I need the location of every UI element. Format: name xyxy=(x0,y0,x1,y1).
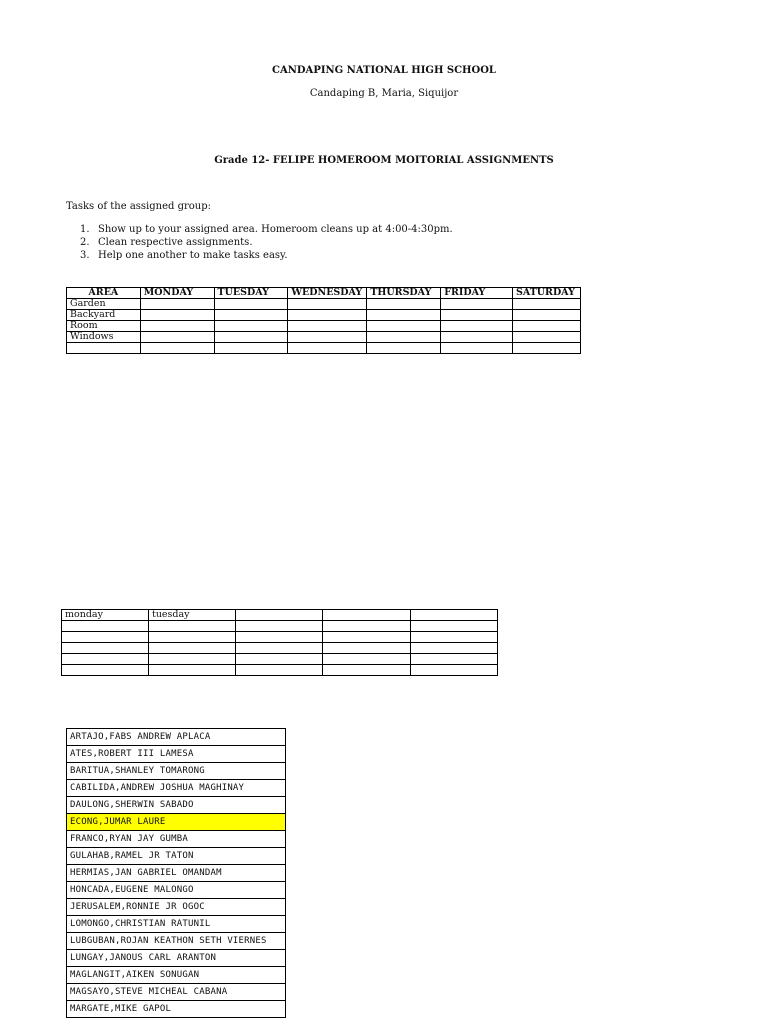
student-name: MARGATE,MIKE GAPOL xyxy=(67,1001,286,1018)
student-name: MAGLANGIT,AIKEN SONUGAN xyxy=(67,967,286,984)
day-header xyxy=(411,610,498,621)
table-row xyxy=(67,299,581,310)
table-row xyxy=(67,746,286,763)
table-row xyxy=(67,321,581,332)
student-name: BARITUA,SHANLEY TOMARONG xyxy=(67,763,286,780)
document-title: Grade 12- FELIPE HOMEROOM MOITORIAL ASSIGNMENTS xyxy=(214,155,554,166)
day-header: tuesday xyxy=(149,610,236,621)
student-name: LOMONGO,CHRISTIAN RATUNIL xyxy=(67,916,286,933)
student-name: LUBGUBAN,ROJAN KEATHON SETH VIERNES xyxy=(67,933,286,950)
area-cell: Windows xyxy=(67,332,141,343)
table-row xyxy=(67,1001,286,1018)
table-row xyxy=(67,729,286,746)
tasks-intro: Tasks of the assigned group: xyxy=(66,201,211,212)
area-cell xyxy=(67,343,141,354)
header-saturday: SATURDAY xyxy=(512,288,580,299)
table-row xyxy=(67,933,286,950)
header-area: AREA xyxy=(67,288,141,299)
day-header xyxy=(236,610,323,621)
day-header: monday xyxy=(62,610,149,621)
table-row xyxy=(62,643,498,654)
student-name: ATES,ROBERT III LAMESA xyxy=(67,746,286,763)
student-name: FRANCO,RYAN JAY GUMBA xyxy=(67,831,286,848)
table-row xyxy=(67,899,286,916)
student-name: GULAHAB,RAMEL JR TATON xyxy=(67,848,286,865)
table-row xyxy=(62,621,498,632)
task-item: 3. Help one another to make tasks easy. xyxy=(80,250,288,261)
table-row xyxy=(62,665,498,676)
days-header-row xyxy=(62,610,498,621)
student-name: JERUSALEM,RONNIE JR OGOC xyxy=(67,899,286,916)
task-item: 2. Clean respective assignments. xyxy=(80,237,253,248)
table-row xyxy=(67,831,286,848)
student-name-highlighted: ECONG,JUMAR LAURE xyxy=(67,814,286,831)
table-row xyxy=(67,780,286,797)
school-name: CANDAPING NATIONAL HIGH SCHOOL xyxy=(272,65,496,76)
student-name: LUNGAY,JANOUS CARL ARANTON xyxy=(67,950,286,967)
student-list-table xyxy=(66,728,286,1018)
table-row xyxy=(62,632,498,643)
table-row xyxy=(67,797,286,814)
student-name: CABILIDA,ANDREW JOSHUA MAGHINAY xyxy=(67,780,286,797)
student-name: HERMIAS,JAN GABRIEL OMANDAM xyxy=(67,865,286,882)
area-schedule-table xyxy=(66,287,581,354)
header-wednesday: WEDNESDAY xyxy=(288,288,367,299)
day-header xyxy=(323,610,411,621)
table-row xyxy=(62,654,498,665)
table-row xyxy=(67,950,286,967)
table-row xyxy=(67,882,286,899)
table-row xyxy=(67,763,286,780)
table-row xyxy=(67,343,581,354)
schedule-header-row xyxy=(67,288,581,299)
header-monday: MONDAY xyxy=(140,288,214,299)
header-tuesday: TUESDAY xyxy=(214,288,288,299)
header-friday: FRIDAY xyxy=(441,288,513,299)
days-table xyxy=(61,609,498,676)
table-row xyxy=(67,310,581,321)
table-row xyxy=(67,332,581,343)
school-address: Candaping B, Maria, Siquijor xyxy=(309,88,459,99)
area-cell: Room xyxy=(67,321,141,332)
student-name: MAGSAYO,STEVE MICHEAL CABANA xyxy=(67,984,286,1001)
table-row xyxy=(67,848,286,865)
student-name: HONCADA,EUGENE MALONGO xyxy=(67,882,286,899)
table-row xyxy=(67,967,286,984)
table-row xyxy=(67,814,286,831)
student-name: ARTAJO,FABS ANDREW APLACA xyxy=(67,729,286,746)
table-row xyxy=(67,916,286,933)
table-row xyxy=(67,984,286,1001)
task-item: 1. Show up to your assigned area. Homeroom cleans up at 4:00-4:30pm. xyxy=(80,224,453,235)
header-thursday: THURSDAY xyxy=(367,288,441,299)
area-cell: Backyard xyxy=(67,310,141,321)
area-cell: Garden xyxy=(67,299,141,310)
table-row xyxy=(67,865,286,882)
student-name: DAULONG,SHERWIN SABADO xyxy=(67,797,286,814)
tasks-list xyxy=(80,223,453,262)
